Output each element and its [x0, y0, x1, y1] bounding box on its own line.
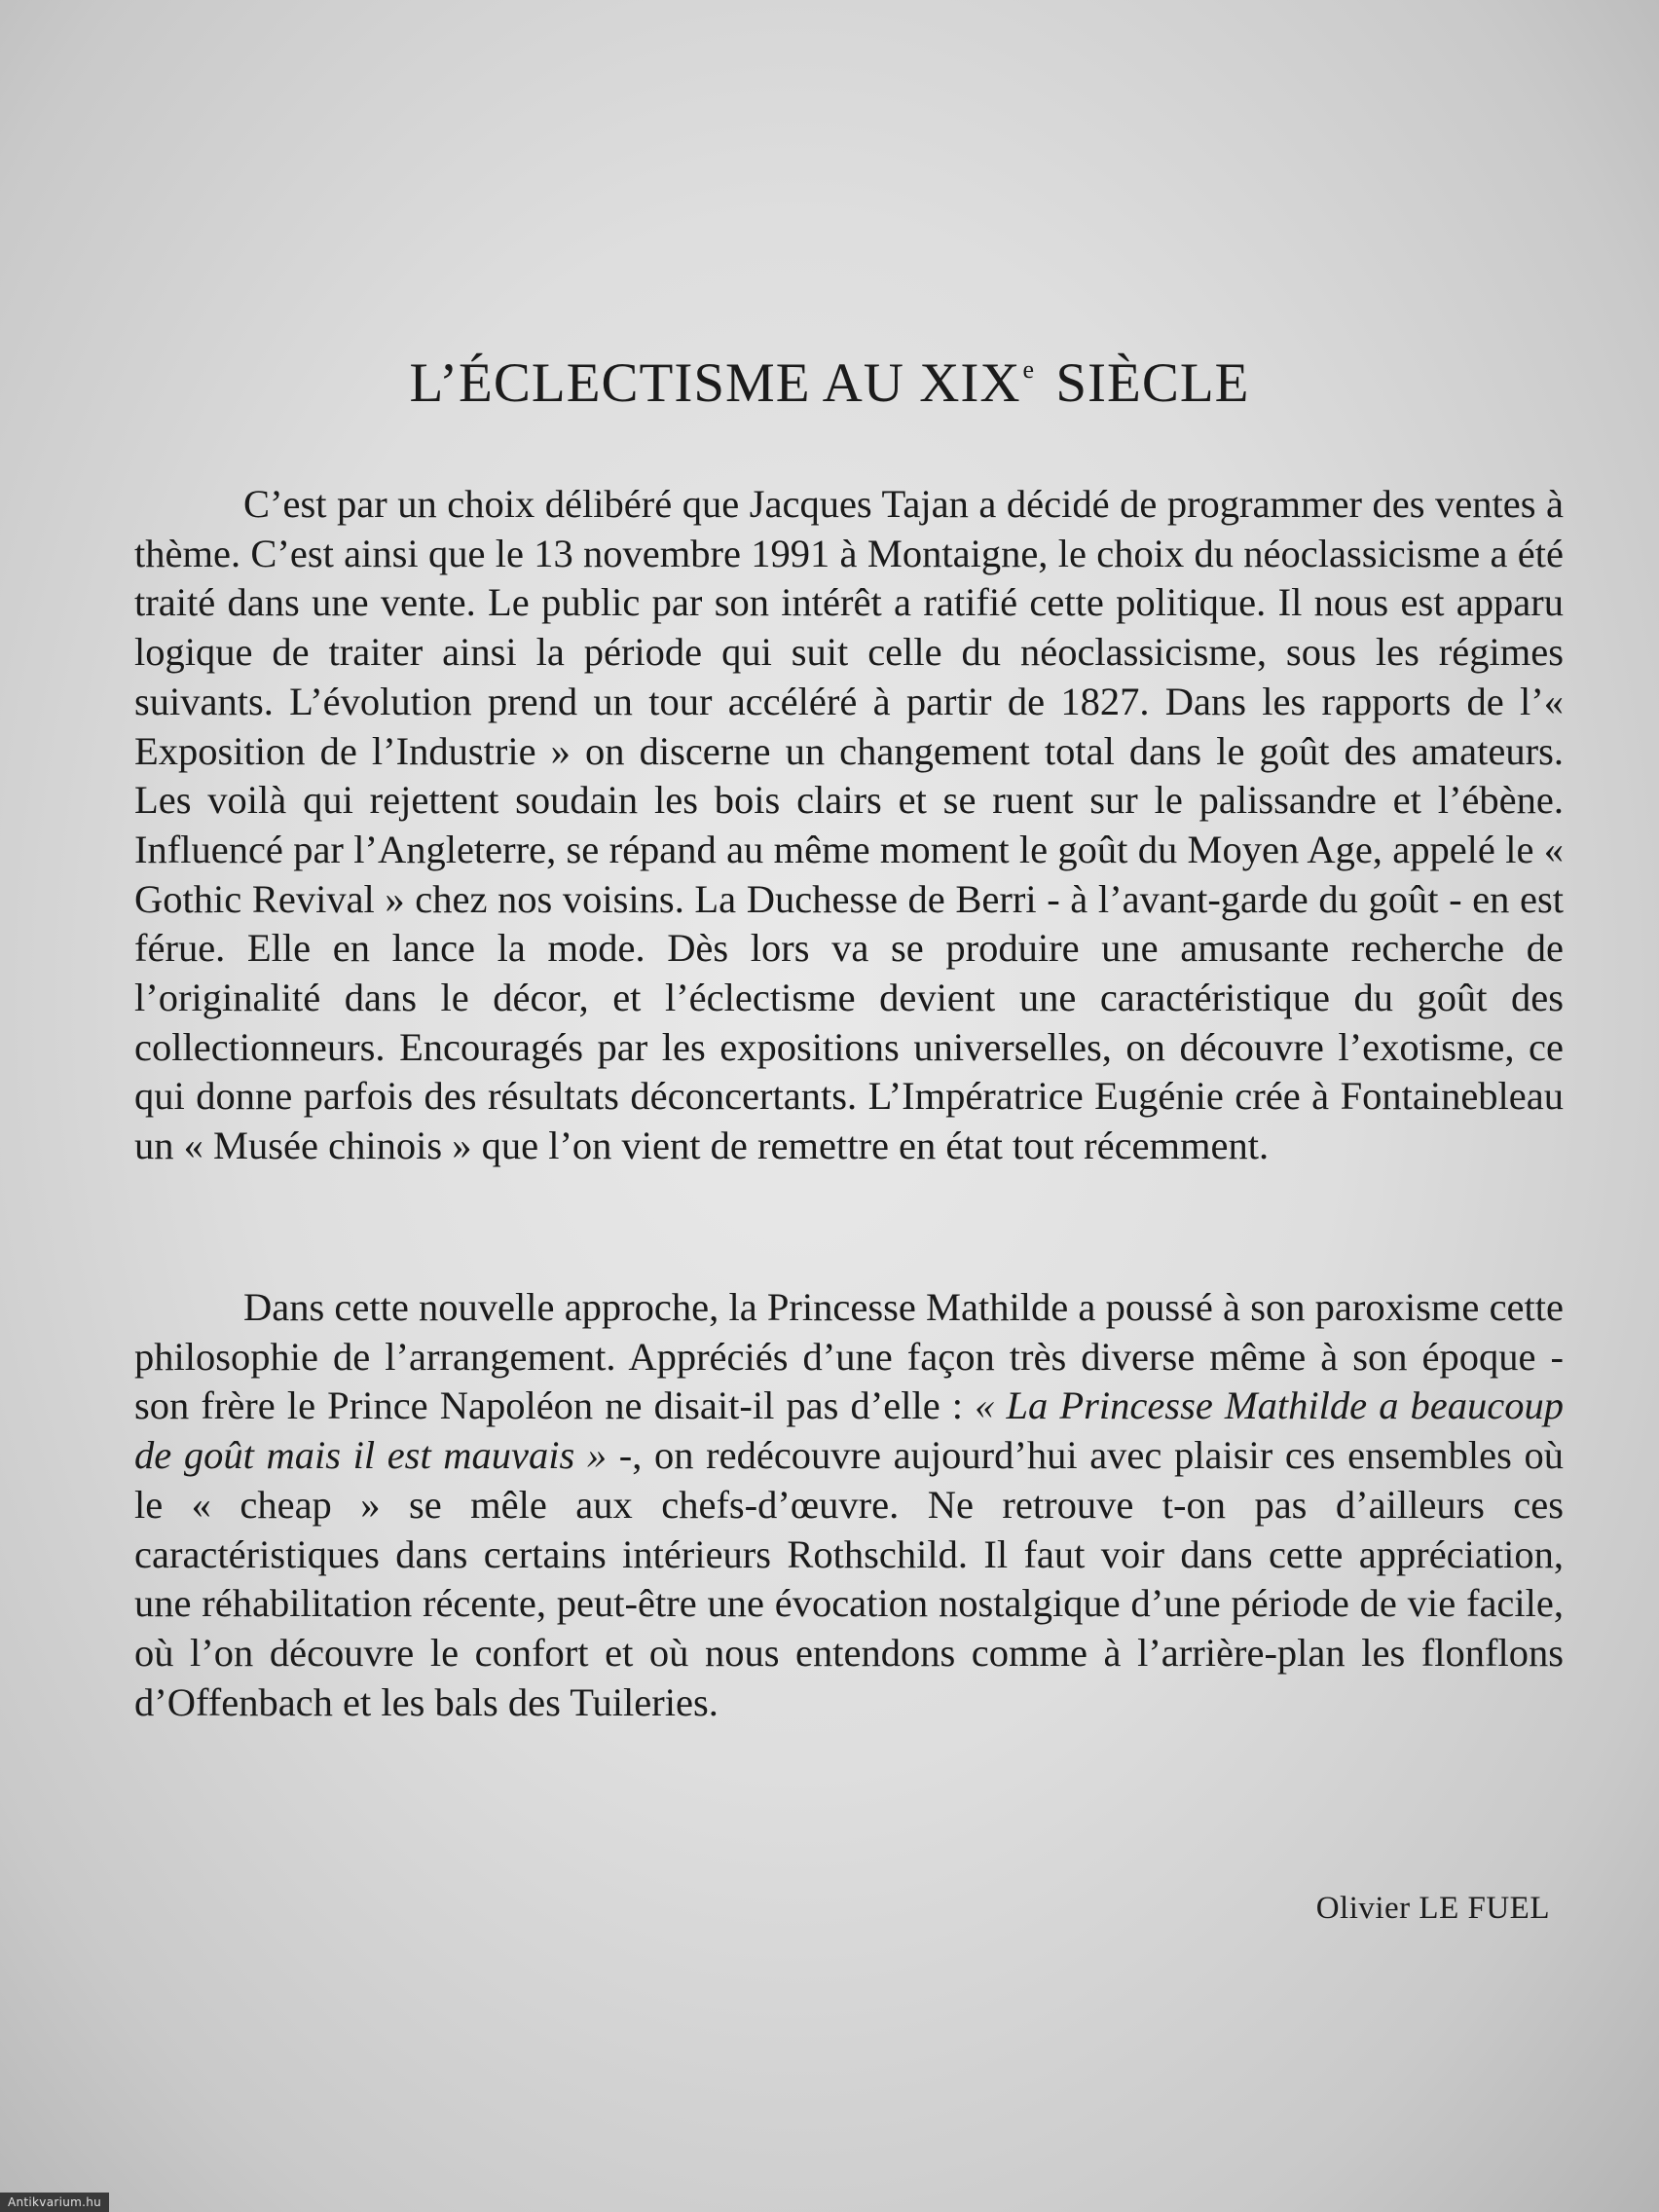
paragraph-2-block — [134, 1283, 1564, 1727]
paragraph-1: C’est par un choix délibéré que Jacques Tajan a décidé de programmer des ventes à thème. C’est ainsi que le 13 novembre 1991 à Montaigne, le choix du néoclassicisme a été traité dans une vente. Le public par son intérêt a ratifié cette politique. Il nous est apparu logique de traiter ainsi la période qui suit celle du néoclassicisme, sous les régimes suivants. L’évolution prend un tour accéléré à partir de 1827. Dans les rapports de l’« Exposition de l’Industrie » on discerne un changement total dans le goût des amateurs. Les voilà qui rejettent soudain les bois clairs et se ruent sur le palissandre et l’ébène. Influencé par l’Angleterre, se répand au même moment le goût du Moyen Age, appelé le « Gothic Revival » chez nos voisins. La Duchesse de Berri - à l’avant-garde du goût - en est férue. Elle en lance la mode. Dès lors va se produire une amusante recherche de l’originalité dans le décor, et l’éclectisme devient une caractéristique du goût des collectionneurs. Encouragés par les expositions universelles, on découvre l’exotisme, ce qui donne parfois des résultats déconcertants. L’Impératrice Eugénie crée à Fontainebleau un « Musée chinois » que l’on vient de remettre en état tout récemment. — [134, 482, 1564, 1168]
page-title — [0, 352, 1659, 414]
paragraph-2-quote: « La Princesse Mathilde a beaucoup de goût mais il est mauvais » — [134, 1383, 1564, 1478]
paragraph-1-block — [134, 480, 1564, 1171]
author-signature: Olivier LE FUEL — [1315, 1891, 1550, 1926]
watermark: Antikvarium.hu — [0, 2193, 109, 2212]
paragraph-2-rest: -, on redécouvre aujourd’hui avec plaisir ces ensembles où le « cheap » se mêle aux chefs-d’œuvre. Ne retrouve t-on pas d’ailleurs ces caractéristiques dans certains intérieurs Rothschild. Il faut voir dans cette appréciation, une réhabilitation récente, peut-être une évocation nostalgique d’une période de vie facile, où l’on découvre le confort et où nous entendons comme à l’arrière-plan les flonflons d’Offenbach et les bals des Tuileries. — [134, 1433, 1564, 1724]
title-end: SIÈCLE — [1041, 352, 1250, 414]
paragraph-2-intro: Dans cette nouvelle approche, la Princesse Mathilde a poussé à son paroxisme cette philosophie de l’arrangement. Appréciés d’une façon très diverse même à son époque - son frère le Prince Napoléon ne disait-il pas d’elle : — [134, 1285, 1564, 1428]
title-superscript: e — [1022, 355, 1036, 384]
title-main: L’ÉCLECTISME AU XIX — [409, 352, 1021, 414]
paragraph-2 — [134, 1283, 1564, 1727]
